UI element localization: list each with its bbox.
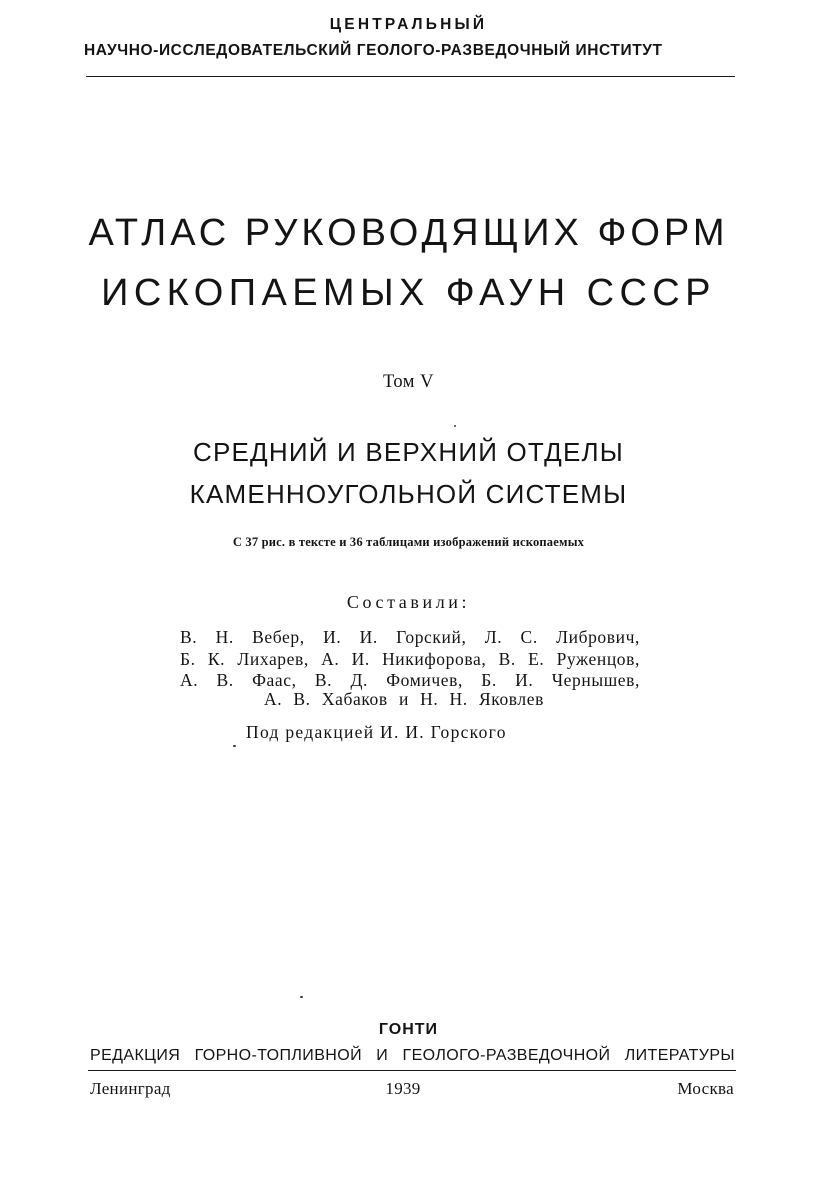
print-speck bbox=[233, 745, 236, 747]
institute-line-1: ЦЕНТРАЛЬНЫЙ bbox=[329, 16, 488, 33]
print-speck bbox=[454, 425, 456, 427]
institute-line-2: НАУЧНО-ИССЛЕДОВАТЕЛЬСКИЙ ГЕОЛОГО-РАЗВЕДОЧНЫЙ ИНСТИТУТ bbox=[84, 42, 663, 59]
imprint-city-right: Москва bbox=[677, 1079, 734, 1098]
subtitle-line-2: КАМЕННОУГОЛЬНОЙ СИСТЕМЫ bbox=[189, 479, 628, 509]
authors-line-1: В. Н. Вебер, И. И. Горский, Л. С. Либрович, bbox=[180, 627, 640, 647]
book-title-line-2: ИСКОПАЕМЫХ ФАУН СССР bbox=[101, 272, 716, 314]
subtitle-line-1: СРЕДНИЙ И ВЕРХНИЙ ОТДЕЛЫ bbox=[192, 437, 624, 467]
imprint-city-left: Ленинград bbox=[90, 1079, 171, 1098]
book-title-line-1: АТЛАС РУКОВОДЯЩИХ ФОРМ bbox=[88, 212, 729, 254]
bottom-divider bbox=[88, 1070, 736, 1071]
authors-line-4: А. В. Хабаков и Н. Н. Яковлев bbox=[264, 689, 544, 709]
top-divider bbox=[86, 76, 735, 77]
imprint-year: 1939 bbox=[385, 1079, 421, 1098]
compiled-by-label: Составили: bbox=[346, 592, 471, 612]
editor-line: Под редакцией И. И. Горского bbox=[246, 722, 507, 742]
authors-line-2: Б. К. Лихарев, А. И. Никифорова, В. Е. Руженцов, bbox=[180, 649, 640, 669]
publisher-name: ГОНТИ bbox=[378, 1021, 439, 1038]
figures-note: С 37 рис. в тексте и 36 таблицами изображений ископаемых bbox=[232, 535, 585, 549]
authors-line-3: А. В. Фаас, В. Д. Фомичев, Б. И. Чернышев, bbox=[180, 670, 640, 690]
publisher-edition: РЕДАКЦИЯ ГОРНО-ТОПЛИВНОЙ И ГЕОЛОГО-РАЗВЕДОЧНОЙ ЛИТЕРАТУРЫ bbox=[90, 1047, 735, 1064]
print-speck bbox=[300, 996, 303, 998]
volume-label: Том V bbox=[383, 372, 434, 392]
